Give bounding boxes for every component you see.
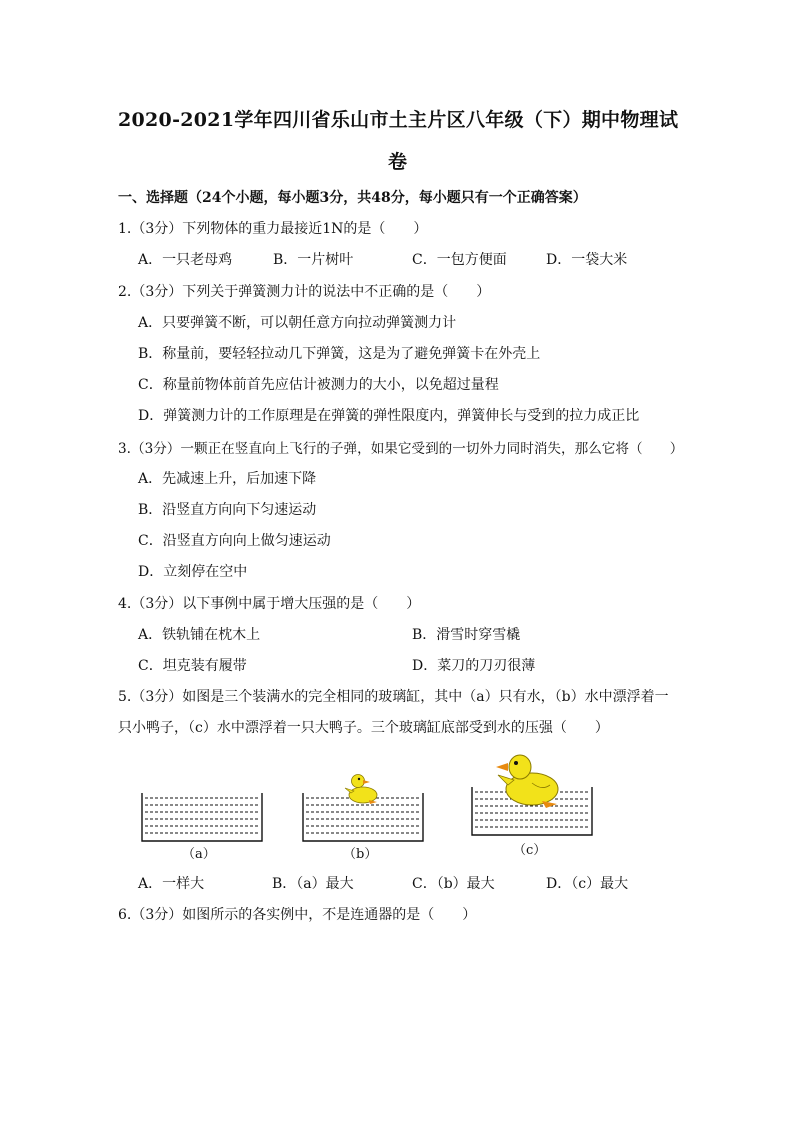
question-2-option-c: C．称量前物体前首先应估计被测力的大小，以免超过量程	[138, 377, 499, 393]
question-2-option-d: D．弹簧测力计的工作原理是在弹簧的弹性限度内，弹簧伸长与受到的拉力成正比	[138, 408, 640, 424]
question-5-option-b: B．（a）最大	[272, 876, 354, 892]
page-title: 2020-2021学年四川省乐山市土主片区八年级（下）期中物理试	[118, 109, 679, 131]
tank-b-label: （b）	[343, 847, 378, 862]
question-3-option-b: B．沿竖直方向向下匀速运动	[138, 502, 317, 518]
question-5-option-a: A．一样大	[138, 876, 205, 892]
question-1-option-a: A．一只老母鸡	[138, 252, 233, 268]
question-1-option-d: D．一袋大米	[546, 252, 628, 268]
question-4-stem: 4.（3分）以下事例中属于增大压强的是（ ）	[118, 596, 421, 612]
question-2-stem: 2.（3分）下列关于弹簧测力计的说法中不正确的是（ ）	[118, 284, 491, 300]
question-6-stem: 6.（3分）如图所示的各实例中，不是连通器的是（ ）	[118, 907, 477, 923]
tank-a-label: （a）	[182, 847, 216, 862]
section-heading: 一、选择题（24个小题，每小题3分，共48分，每小题只有一个正确答案）	[118, 190, 587, 206]
question-5-stem-line-1: 5.（3分）如图是三个装满水的完全相同的玻璃缸，其中（a）只有水，（b）水中漂浮着一	[118, 689, 669, 705]
question-5-option-d: D．（c）最大	[546, 876, 629, 892]
large-duck-icon	[496, 755, 558, 808]
question-5-stem-line-2: 只小鸭子，（c）水中漂浮着一只大鸭子。三个玻璃缸底部受到水的压强（ ）	[118, 720, 609, 736]
question-4-option-d: D．菜刀的刀刃很薄	[412, 658, 536, 674]
question-4-option-a: A．铁轨铺在枕木上	[138, 627, 261, 643]
question-3-stem: 3.（3分）一颗正在竖直向上飞行的子弹，如果它受到的一切外力同时消失，那么它将（ ）	[118, 441, 684, 457]
tank-c-label: （c）	[513, 843, 547, 858]
question-3-option-c: C．沿竖直方向向上做匀速运动	[138, 533, 331, 549]
question-1-option-b: B．一片树叶	[273, 252, 354, 268]
tank-figure	[130, 745, 610, 865]
tank-a	[142, 793, 262, 841]
question-5-option-c: C．（b）最大	[412, 876, 495, 892]
question-4-option-c: C．坦克装有履带	[138, 658, 247, 674]
page-title-continued: 卷	[388, 151, 408, 173]
question-3-option-a: A．先减速上升，后加速下降	[138, 471, 317, 487]
question-1-option-c: C．一包方便面	[412, 252, 507, 268]
question-2-option-a: A．只要弹簧不断，可以朝任意方向拉动弹簧测力计	[138, 315, 457, 331]
question-1-stem: 1.（3分）下列物体的重力最接近1N的是（ ）	[118, 221, 428, 237]
question-4-option-b: B．滑雪时穿雪橇	[412, 627, 521, 643]
small-duck-icon	[345, 775, 377, 805]
question-2-option-b: B．称量前，要轻轻拉动几下弹簧，这是为了避免弹簧卡在外壳上	[138, 346, 541, 362]
question-3-option-d: D．立刻停在空中	[138, 564, 248, 580]
